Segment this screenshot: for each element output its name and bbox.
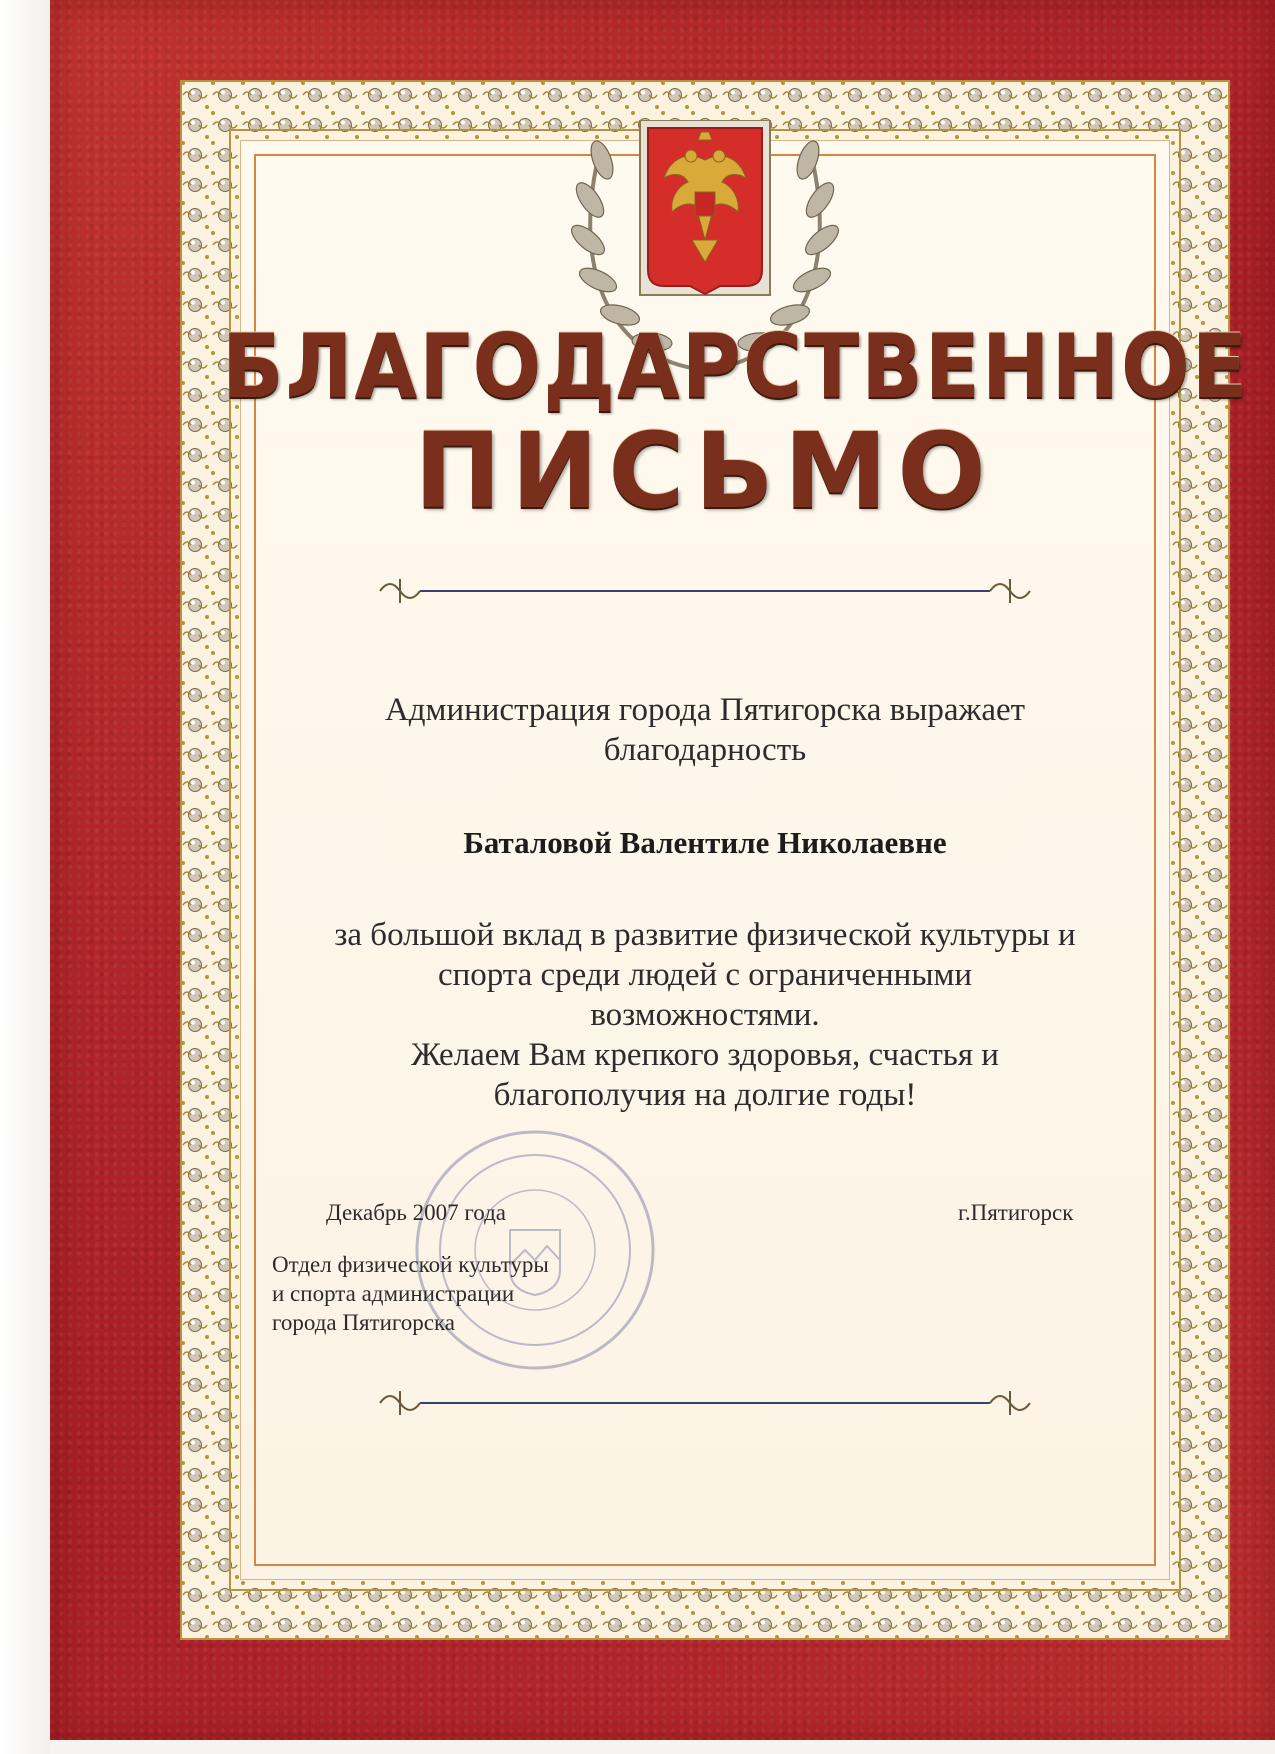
- certificate-sheet: [50, 0, 1275, 1740]
- wish-text: [260, 1035, 1150, 1115]
- certificate-subtitle: ПИСЬМО: [414, 410, 996, 532]
- wish-line: Желаем Вам крепкого здоровья, счастья и: [411, 1037, 999, 1073]
- recipient-name: Баталовой Валентиле Николаевне: [463, 825, 947, 860]
- ornamental-frame: [180, 80, 1249, 1640]
- ornamental-divider-icon: [370, 573, 1040, 609]
- issue-city: г.Пятигорск: [958, 1200, 1074, 1225]
- issuing-department: [272, 1250, 549, 1337]
- ornamental-divider-icon: [370, 1385, 1040, 1421]
- scan-margin: [0, 0, 50, 1754]
- reason-text: [260, 915, 1150, 1035]
- intro-line: благодарность: [603, 732, 807, 768]
- reason-line: за большой вклад в развитие физической культуры и: [334, 917, 1076, 953]
- reason-line: спорта среди людей с ограниченными: [437, 957, 973, 993]
- wish-line: благополучия на долгие годы!: [493, 1077, 917, 1113]
- intro-line: Администрация города Пятигорска выражает: [384, 692, 1026, 728]
- reason-line: возможностями.: [590, 997, 820, 1033]
- issue-date: Декабрь 2007 года: [326, 1200, 507, 1225]
- dept-line: города Пятигорска: [272, 1310, 456, 1335]
- intro-text: [260, 690, 1150, 770]
- dept-line: Отдел физической культуры: [272, 1252, 549, 1277]
- certificate-title: БЛАГОДАРСТВЕННОЕ: [222, 315, 1249, 418]
- dept-line: и спорта администрации: [272, 1281, 515, 1306]
